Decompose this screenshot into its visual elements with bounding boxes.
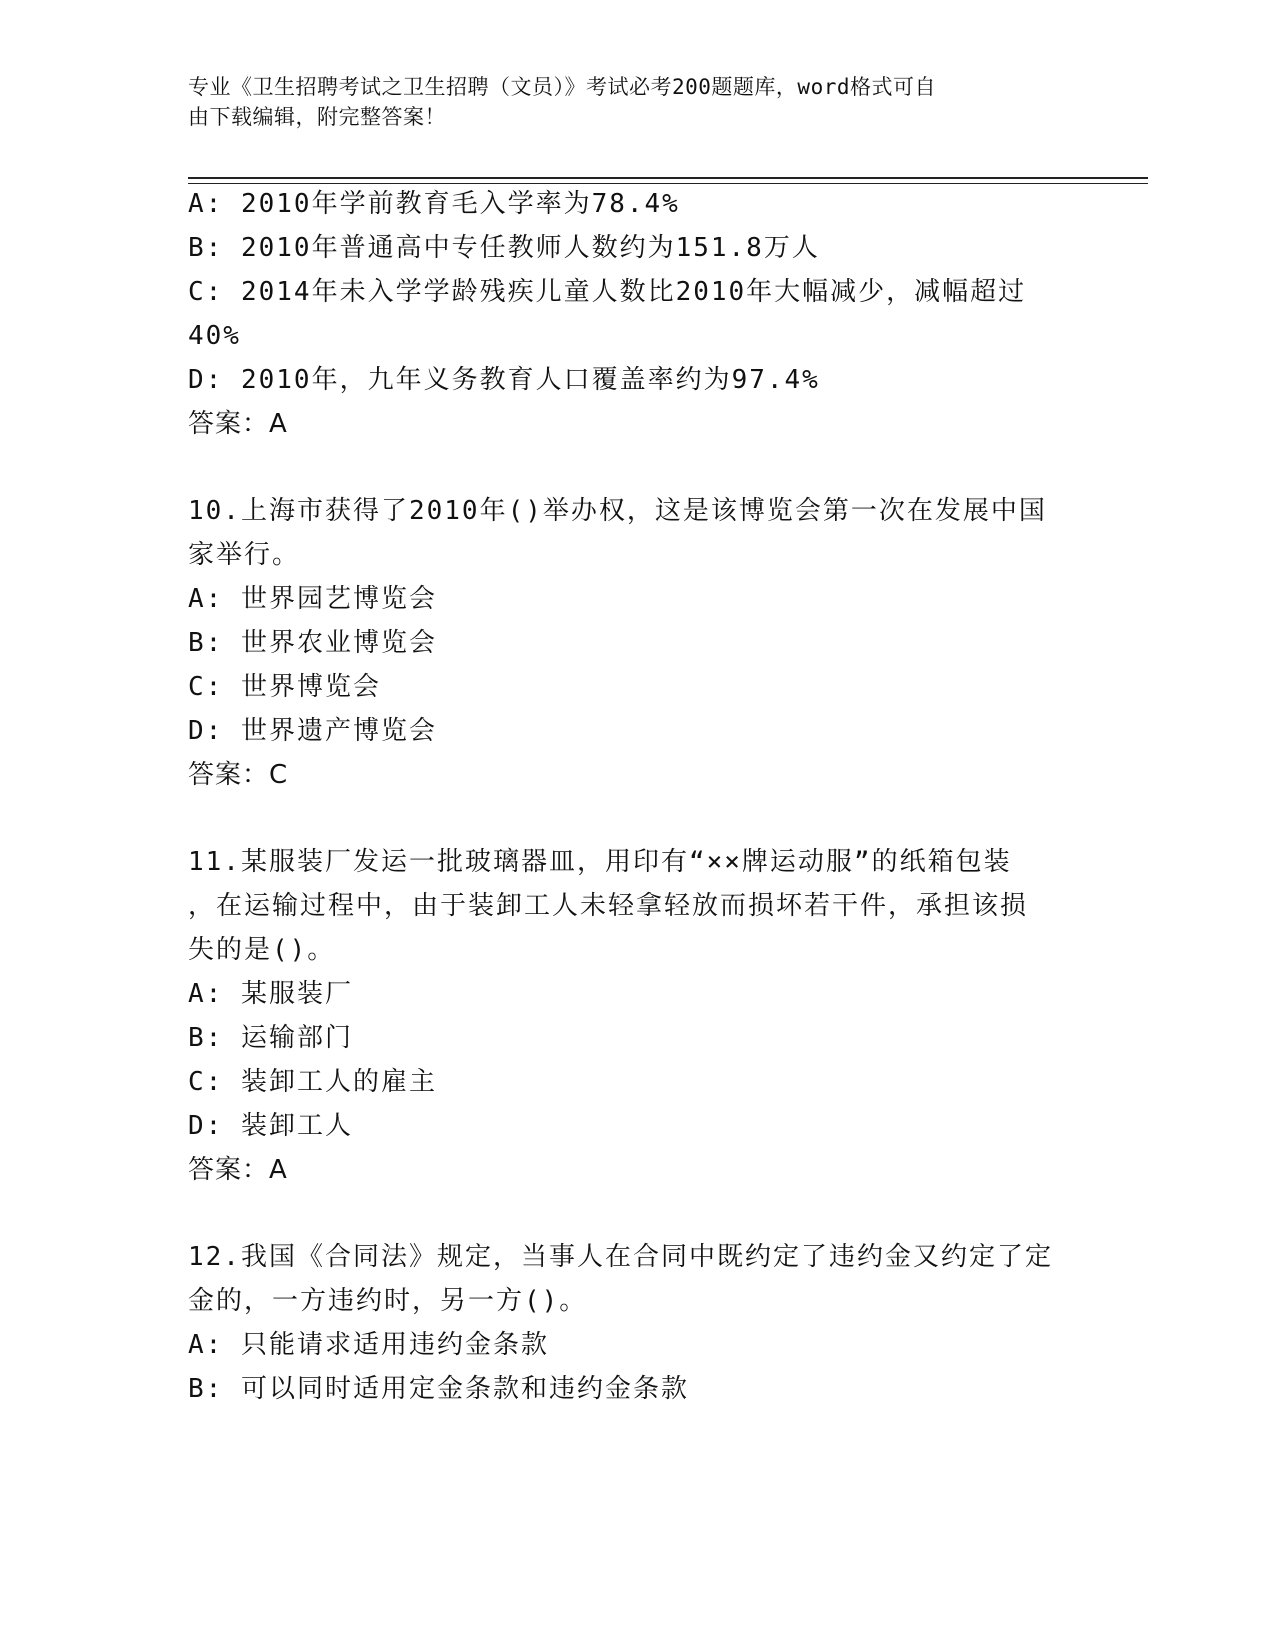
q11-stem-2: ，在运输过程中，由于装卸工人未轻拿轻放而损坏若干件，承担该损 [188,891,1029,921]
q10-stem-1: 10.上海市获得了2010年()举办权，这是该博览会第一次在发展中国 [188,496,1047,526]
header-line-2: 由下载编辑，附完整答案！ [188,105,446,129]
q11-answer: 答案：A [188,1155,288,1185]
q11-stem-3: 失的是()。 [188,935,336,965]
q10-option-d: D: 世界遗产博览会 [188,716,437,746]
header-rule-thin [188,183,1148,184]
q12-option-a: A: 只能请求适用违约金条款 [188,1330,549,1360]
q9-option-b: B: 2010年普通高中专任教师人数约为151.8万人 [188,233,820,263]
q10-answer: 答案：C [188,760,289,790]
q9-option-c: C: 2014年未入学学龄残疾儿童人数比2010年大幅减少，减幅超过 [188,277,1027,307]
q9-answer: 答案：A [188,409,288,439]
q12-option-b: B: 可以同时适用定金条款和违约金条款 [188,1374,689,1404]
q11-option-c: C: 装卸工人的雇主 [188,1067,437,1097]
q10-stem-2: 家举行。 [188,540,301,570]
q9-option-a: A: 2010年学前教育毛入学率为78.4% [188,189,680,219]
header-rule-thick [188,177,1148,179]
q12-stem-2: 金的，一方违约时，另一方()。 [188,1286,588,1316]
document-header [188,72,1068,132]
q10-option-a: A: 世界园艺博览会 [188,584,437,614]
q11-stem-1: 11.某服装厂发运一批玻璃器皿，用印有“××牌运动服”的纸箱包装 [188,847,1012,877]
q9-option-c-cont: 40% [188,321,241,351]
header-line-1: 专业《卫生招聘考试之卫生招聘（文员）》考试必考200题题库，word格式可自 [188,75,936,99]
q10-option-b: B: 世界农业博览会 [188,628,437,658]
q11-option-d: D: 装卸工人 [188,1111,353,1141]
q12-stem-1: 12.我国《合同法》规定，当事人在合同中既约定了违约金又约定了定 [188,1242,1053,1272]
q11-option-b: B: 运输部门 [188,1023,353,1053]
q10-option-c: C: 世界博览会 [188,672,381,702]
q11-option-a: A: 某服装厂 [188,979,353,1009]
q9-option-d: D: 2010年，九年义务教育人口覆盖率约为97.4% [188,365,820,395]
